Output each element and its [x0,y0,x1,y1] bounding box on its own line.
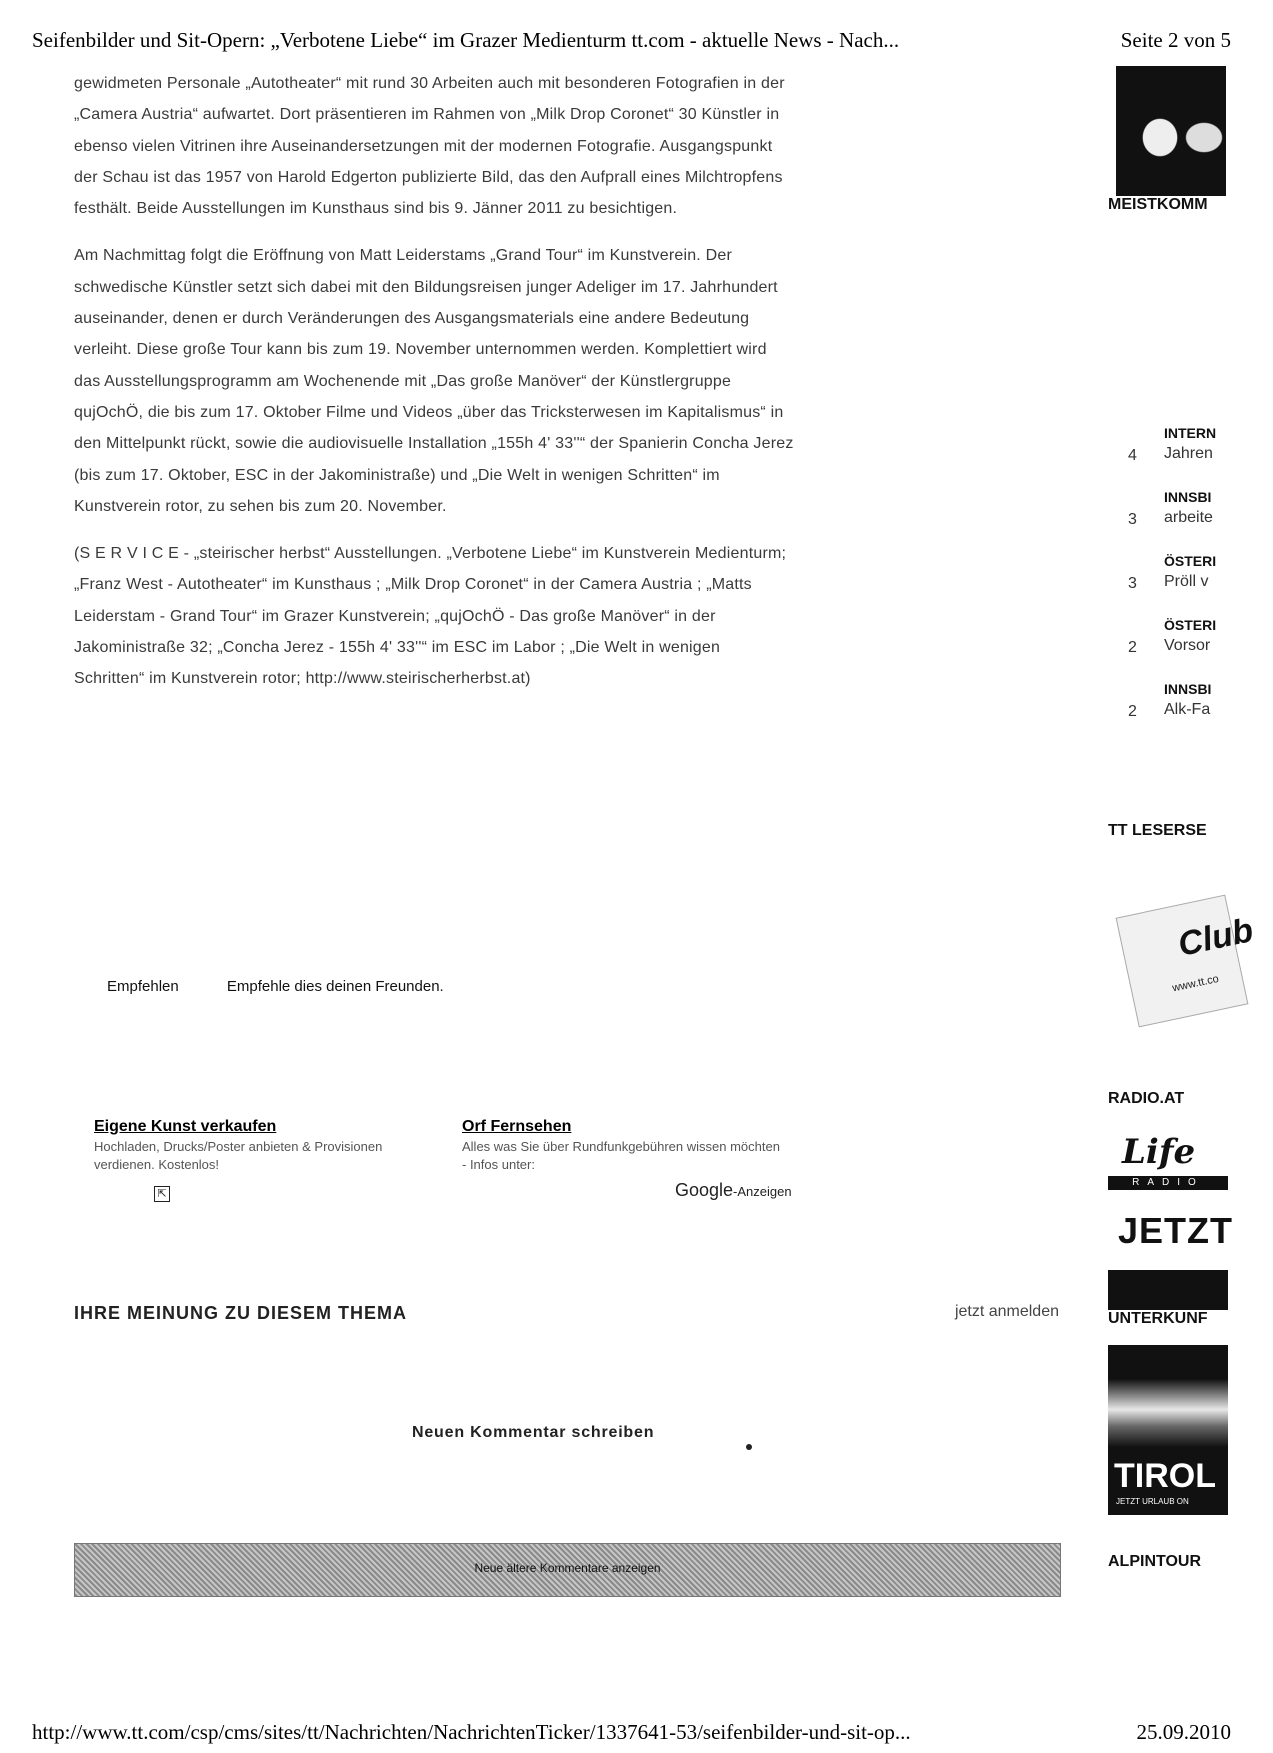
print-page-title: Seifenbilder und Sit-Opern: „Verbotene Liebe“ im Grazer Medienturm tt.com - aktuelle News - Nach... [32,28,900,52]
list-item[interactable] [1108,681,1273,745]
article-body [74,68,794,711]
sidebar-heading-accommodation: UNTERKUNF [1108,1310,1208,1327]
external-link-icon[interactable]: ⇱ [154,1186,170,1202]
item-category: INTERN [1164,425,1217,441]
list-item[interactable] [1108,425,1273,489]
list-item[interactable] [1108,617,1273,681]
print-date: 25.09.2010 [1136,1720,1231,1744]
sidebar-heading-reader: TT LESERSE [1108,822,1207,839]
print-url: http://www.tt.com/csp/cms/sites/tt/Nachrichten/NachrichtenTicker/1337641-53/seifenbilder-und-sit-op... [32,1720,911,1744]
radio-bar-text: RADIO [1108,1176,1228,1190]
list-item[interactable] [1108,553,1273,617]
tirol-subtext: JETZT URLAUB ON [1116,1497,1189,1506]
ads-suffix: -Anzeigen [733,1184,792,1199]
ad-sell-art[interactable] [94,1118,414,1174]
print-page-number: Seite 2 von 5 [1120,28,1231,52]
comments-bar[interactable] [74,1543,1061,1597]
recommend-button[interactable]: Empfehlen [107,978,179,995]
item-title[interactable]: Jahren [1164,445,1213,462]
sidebar-heading-most-commented: MEISTKOMM [1108,196,1208,213]
sidebar [1108,60,1273,1710]
club-card-banner[interactable] [1116,895,1257,1028]
item-category: INNSBI [1164,681,1212,697]
ad-title[interactable]: Eigene Kunst verkaufen [94,1118,277,1135]
article-paragraph: (S E R V I C E - „steirischer herbst“ Ausstellungen. „Verbotene Liebe“ im Kunstverein Medienturm; „Franz West - Autotheater“ im Kunsthaus ; „Milk Drop Coronet“ in der Camera Austria ; „Matts Leiderstam - Grand Tour“ im Grazer Kunstverein; „qujOchÖ - Das große Manöver“ in der Jakoministraße 32; „Concha Jerez - 155h 4' 33''“ im ESC im Labor ; „Die Welt in wenigen Schritten“ im Kunstverein rotor; http://www.steirischerherbst.at) [74,545,787,688]
print-footer [0,1720,1273,1750]
recommend-bar [107,978,444,995]
comment-count: 2 [1128,639,1137,656]
most-commented-list [1108,425,1273,745]
ad-description: Hochladen, Drucks/Poster anbieten & Provisionen verdienen. Kostenlos! [94,1139,383,1172]
article-paragraph: gewidmeten Personale „Autotheater“ mit rund 30 Arbeiten auch mit besonderen Fotografien in der „Camera Austria“ aufwartet. Dort präsentieren im Rahmen von „Milk Drop Coronet“ 30 Künstler in ebenso vielen Vitrinen ihre Auseinandersetzungen mit der modernen Fotografie. Ausgangspunkt der Schau ist das 1957 von Harold Edgerton publizierte Bild, das den Aufprall eines Milchtropfens festhält. Beide Ausstellungen im Kunsthaus sind bis 9. Jänner 2011 zu besichtigen. [74,75,785,218]
radio-jetzt-text: JETZT [1118,1210,1234,1251]
ad-title[interactable]: Orf Fernsehen [462,1118,572,1135]
print-header [0,28,1273,58]
sidebar-heading-radio: RADIO.AT [1108,1090,1185,1107]
club-logo-text: Club [1174,911,1257,964]
item-category: INNSBI [1164,489,1212,505]
new-comment-link[interactable]: Neuen Kommentar schreiben [412,1424,655,1441]
item-title[interactable]: Vorsor [1164,637,1211,654]
tirol-banner[interactable] [1108,1345,1228,1515]
comments-header [74,1303,1059,1324]
bullet-dot [746,1444,752,1450]
radio-logo-text: Life [1122,1132,1196,1172]
item-category: ÖSTERI [1164,553,1217,569]
item-title[interactable]: Pröll v [1164,573,1209,590]
google-logo: Google [675,1180,734,1200]
list-item[interactable] [1108,489,1273,553]
comments-heading: IHRE MEINUNG ZU DIESEM THEMA [74,1303,408,1323]
comment-count: 3 [1128,575,1137,592]
ad-orf[interactable] [462,1118,782,1174]
radio-banner[interactable] [1108,1120,1234,1298]
comment-count: 3 [1128,511,1137,528]
item-title[interactable]: arbeite [1164,509,1213,526]
sidebar-heading-alpine-tours: ALPINTOUR [1108,1553,1202,1570]
recommend-text: Empfehle dies deinen Freunden. [226,978,444,995]
google-ads [0,1118,840,1208]
google-ads-label[interactable] [675,1180,792,1201]
item-category: ÖSTERI [1164,617,1217,633]
ad-description: Alles was Sie über Rundfunkgebühren wissen möchten - Infos unter: [462,1139,780,1172]
login-link[interactable]: jetzt anmelden [954,1303,1059,1320]
sidebar-photo[interactable] [1116,66,1226,196]
radio-banner-bottom [1108,1270,1228,1310]
tirol-logo-text: TIROL [1114,1457,1216,1495]
article-paragraph: Am Nachmittag folgt die Eröffnung von Matt Leiderstams „Grand Tour“ im Kunstverein. Der schwedische Künstler setzt sich dabei mit den Bildungsreisen junger Adeliger im 17. Jahrhundert auseinander, denen er durch Veränderungen des Ausgangsmaterials eine andere Bedeutung verleiht. Diese große Tour kann bis zum 19. November unternommen werden. Komplettiert wird das Ausstellungsprogramm am Wochenende mit „Das große Manöver“ der Künstlergruppe qujOchÖ, die bis zum 17. Oktober Filme und Videos „über das Tricksterwesen im Kapitalismus“ in den Mittelpunkt rückt, sowie die audiovisuelle Installation „155h 4' 33''“ der Spanierin Concha Jerez (bis zum 17. Oktober, ESC in der Jakoministraße) und „Die Welt in wenigen Schritten“ im Kunstverein rotor, zu sehen bis zum 20. November. [74,247,794,515]
comment-count: 4 [1128,447,1137,464]
item-title[interactable]: Alk-Fa [1164,701,1211,718]
comment-count: 2 [1128,703,1137,720]
club-url-text: www.tt.co [1171,972,1220,995]
comments-bar-label: Neue ältere Kommentare anzeigen [474,1561,661,1575]
